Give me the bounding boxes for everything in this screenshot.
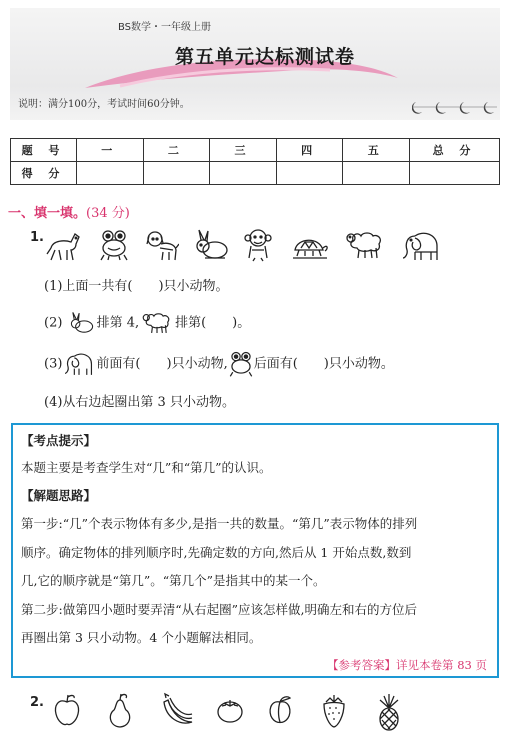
score-table	[10, 138, 500, 185]
sheep-icon	[345, 228, 385, 262]
question-number: 1.	[30, 230, 44, 245]
turtle-icon	[289, 228, 329, 262]
table-cell: 三	[210, 139, 277, 162]
pineapple-icon	[374, 692, 404, 732]
section-points: (34 分)	[86, 206, 130, 221]
elephant-icon	[401, 228, 441, 264]
rabbit-icon	[195, 228, 229, 262]
solution-text: 再圈出第 3 只小动物。4 个小题解法相同。	[21, 630, 262, 645]
section-label: 一、填一填。	[8, 206, 87, 221]
table-cell: 总 分	[410, 139, 500, 162]
question-1-part-2	[44, 310, 250, 336]
solution-text: 第二步:做第四小题时要弄清“从右起圈”应该怎样做,明确左和右的方位后	[21, 602, 417, 617]
strawberry-icon	[320, 692, 348, 730]
question-number: 2.	[30, 695, 44, 710]
frog-icon	[228, 350, 254, 378]
animal-row	[45, 228, 455, 264]
tomato-icon	[216, 692, 244, 726]
question-1-part-4: (4)从右边起圈出第 3 只小动物。	[44, 395, 235, 410]
peach-icon	[266, 692, 294, 726]
answer-reference: 【参考答案】详见本卷第 83 页	[327, 658, 487, 672]
table-cell: 四	[276, 139, 343, 162]
score-input-cell[interactable]	[343, 162, 410, 185]
banana-icon	[160, 692, 194, 730]
table-cell: 一	[77, 139, 144, 162]
table-cell: 二	[143, 139, 210, 162]
page-title: 第五单元达标测试卷	[175, 46, 356, 68]
pear-icon	[106, 692, 134, 730]
table-cell: 题 号	[11, 139, 77, 162]
score-table-score-row	[11, 162, 500, 185]
solution-text: 第一步:“几”个表示物体有多少,是指一共的数量。“第几”表示物体的排列	[21, 516, 418, 531]
sheep-icon	[139, 310, 175, 336]
hint-box	[11, 423, 499, 678]
score-input-cell[interactable]	[276, 162, 343, 185]
apple-icon	[52, 692, 82, 728]
question-1-part-1: (1)上面一共有( )只小动物。	[44, 279, 229, 294]
book-subtitle: BS数学・一年级上册	[118, 22, 212, 33]
moon-decoration	[412, 100, 497, 114]
part-text: 前面有( )只小动物,	[96, 356, 228, 372]
score-input-cell[interactable]	[143, 162, 210, 185]
score-input-cell[interactable]	[77, 162, 144, 185]
hint-text: 本题主要是考查学生对“几”和“第几”的认识。	[21, 460, 272, 475]
monkey-icon	[243, 228, 273, 262]
part-label: (3)	[44, 356, 63, 372]
rabbit-icon	[67, 311, 97, 335]
solution-text: 顺序。确定物体的排列顺序时,先确定数的方向,然后从 1 开始点数,数到	[21, 545, 412, 560]
elephant-icon	[62, 350, 96, 378]
question-1-part-3	[44, 350, 394, 378]
score-input-cell[interactable]	[210, 162, 277, 185]
fruit-row	[44, 692, 424, 732]
solution-text: 几,它的顺序就是“第几”。“第几个”是指其中的某一个。	[21, 573, 326, 588]
part-text: 排第( )。	[175, 315, 251, 331]
score-table-header-row	[11, 139, 500, 162]
hint-heading: 【考点提示】	[21, 433, 97, 448]
exam-note: 说明：满分100分，考试时间60分钟。	[18, 99, 190, 110]
part-text: 后面有( )只小动物。	[253, 356, 394, 372]
horse-icon	[45, 228, 81, 262]
dog-icon	[145, 228, 179, 262]
table-cell: 五	[343, 139, 410, 162]
solution-heading: 【解题思路】	[21, 488, 97, 503]
score-input-cell[interactable]	[410, 162, 500, 185]
page-header	[10, 8, 500, 120]
frog-icon	[99, 228, 129, 262]
part-label: (2)	[44, 315, 63, 331]
table-cell: 得 分	[11, 162, 77, 185]
part-text: 排第 4,	[96, 315, 140, 331]
section-heading	[8, 202, 130, 221]
